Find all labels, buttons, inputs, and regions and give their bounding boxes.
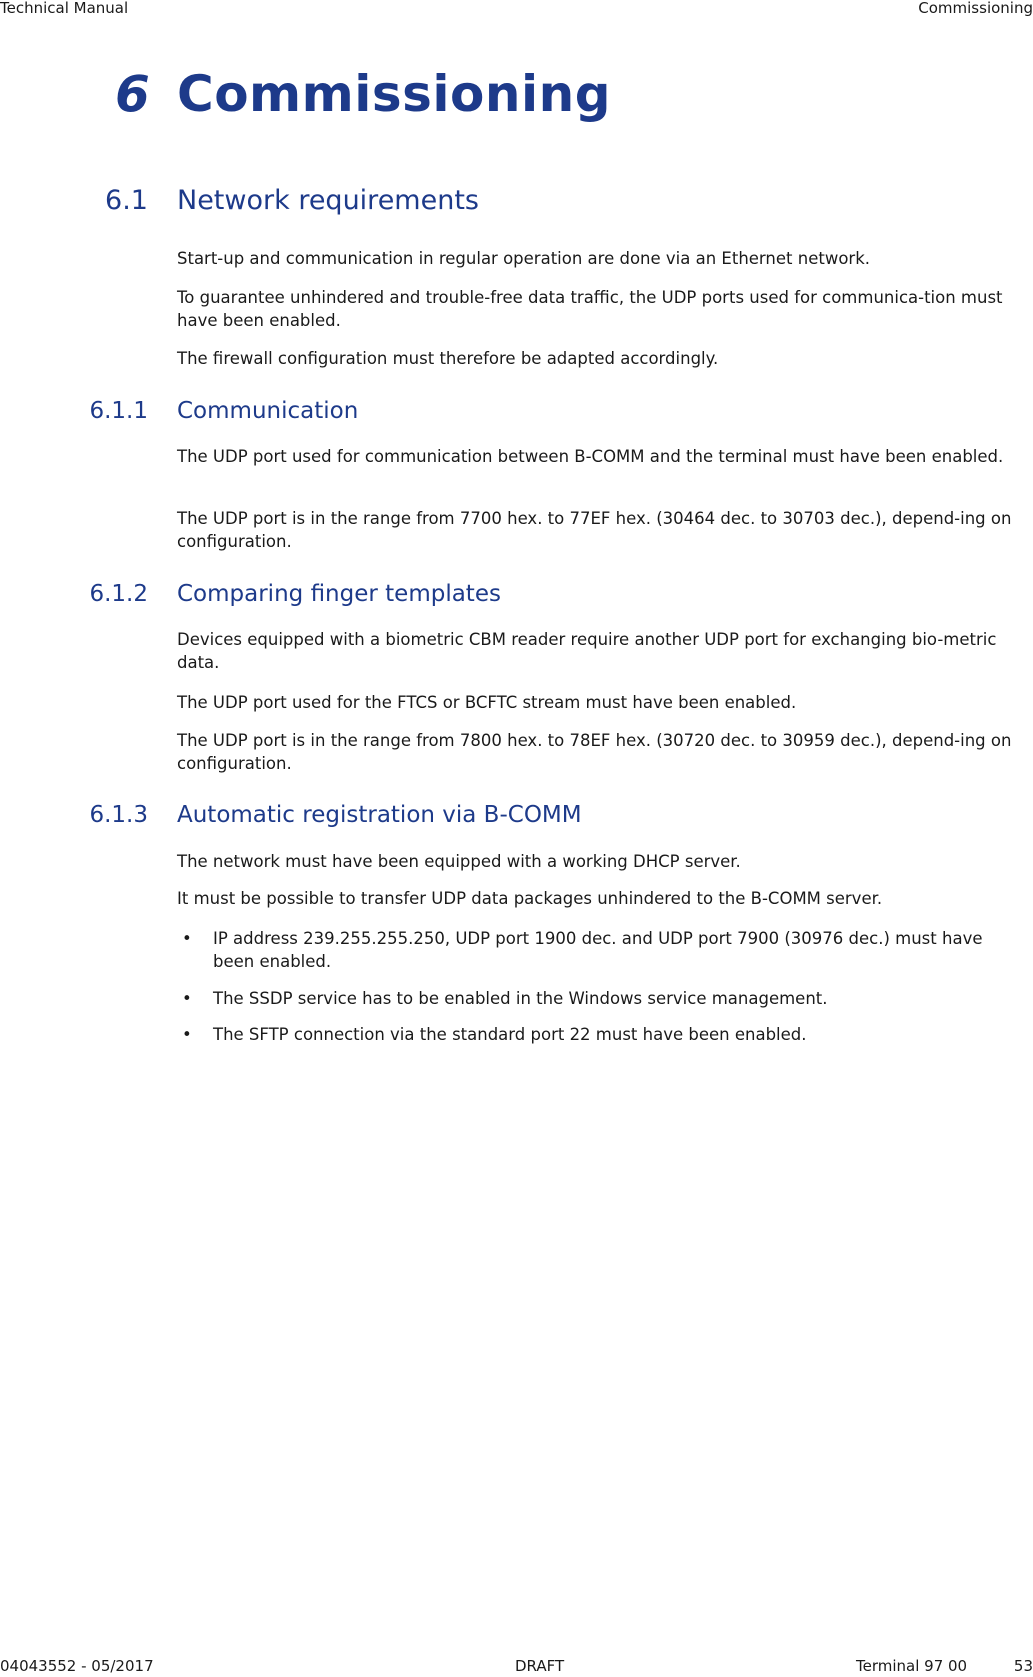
paragraph: The firewall configuration must therefore be adapted accordingly. — [177, 349, 719, 368]
footer-page-number: 53 — [1013, 1657, 1033, 1675]
paragraph: The UDP port used for communication between B-COMM and the terminal must have been enabled. — [177, 447, 1004, 466]
section-title: Network requirements — [177, 185, 479, 216]
paragraph: The UDP port is in the range from 7800 hex. to 78EF hex. (30720 dec. to 30959 dec.), depend-ing on configuration. — [177, 731, 1012, 773]
chapter-heading — [0, 64, 1033, 134]
paragraph: Start-up and communication in regular operation are done via an Ethernet network. — [177, 249, 870, 268]
header-manual-title: Technical Manual — [0, 0, 129, 17]
list-item-text: The SFTP connection via the standard port 22 must have been enabled. — [213, 1025, 807, 1044]
paragraph: The UDP port used for the FTCS or BCFTC stream must have been enabled. — [177, 693, 797, 712]
chapter-number: 6 — [115, 65, 150, 123]
chapter-title: Commissioning — [177, 65, 612, 123]
bullet-marker: • — [182, 1025, 192, 1044]
page-footer — [0, 1655, 1033, 1677]
paragraph: To guarantee unhindered and trouble-free data traffic, the UDP ports used for communica-tion must have been enabled. — [177, 288, 1003, 330]
section-number: 6.1.1 — [89, 398, 148, 424]
header-chapter-title: Commissioning — [918, 0, 1033, 17]
footer-status: DRAFT — [515, 1657, 565, 1675]
section-number: 6.1.2 — [89, 581, 148, 607]
bullet-marker: • — [182, 989, 192, 1008]
section-title: Automatic registration via B-COMM — [177, 802, 582, 828]
section-number: 6.1 — [105, 185, 148, 216]
paragraph: It must be possible to transfer UDP data packages unhindered to the B-COMM server. — [177, 889, 883, 908]
paragraph: The UDP port is in the range from 7700 hex. to 77EF hex. (30464 dec. to 30703 dec.), depend-ing on configuration. — [177, 509, 1012, 551]
paragraph: Devices equipped with a biometric CBM reader require another UDP port for exchanging bio-metric data. — [177, 630, 997, 672]
footer-product: Terminal 97 00 — [856, 1657, 968, 1675]
running-header — [0, 0, 1033, 20]
section-number: 6.1.3 — [89, 802, 148, 828]
footer-doc-number: 04043552 - 05/2017 — [0, 1657, 154, 1675]
section-title: Communication — [177, 398, 359, 424]
list-item-text: The SSDP service has to be enabled in the Windows service management. — [213, 989, 828, 1008]
list-item-text: IP address 239.255.255.250, UDP port 1900 dec. and UDP port 7900 (30976 dec.) must have been enabled. — [213, 929, 983, 971]
section-title: Comparing finger templates — [177, 581, 501, 607]
paragraph: The network must have been equipped with a working DHCP server. — [177, 852, 741, 871]
bullet-marker: • — [182, 929, 192, 948]
